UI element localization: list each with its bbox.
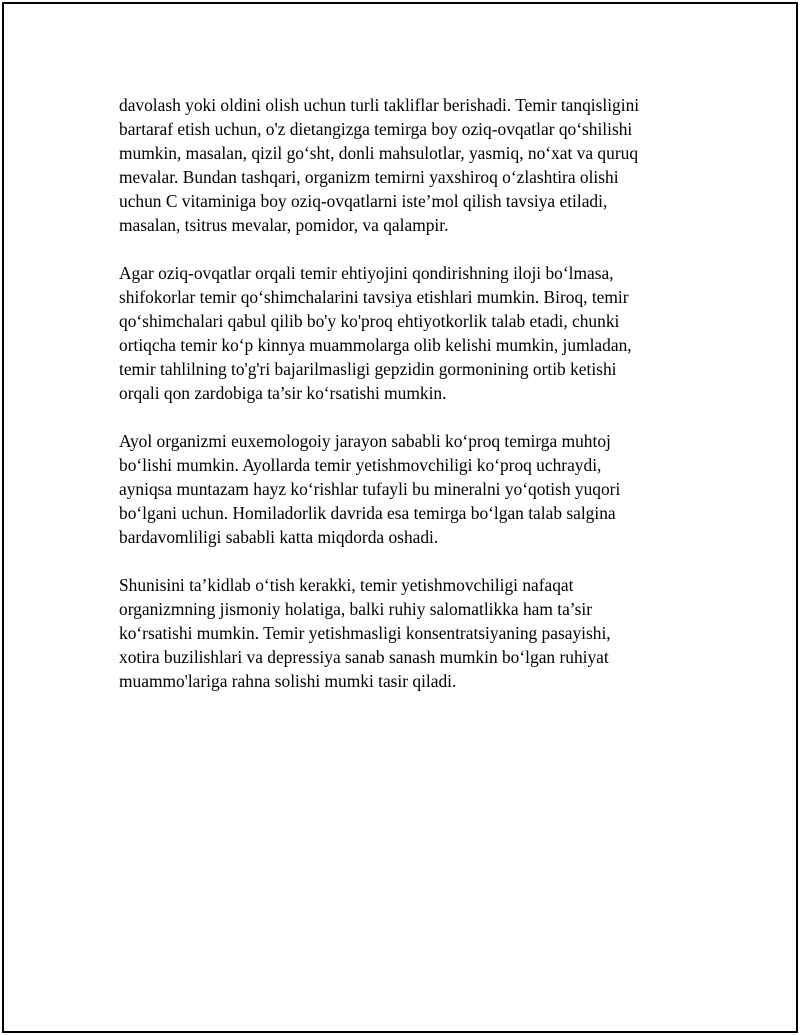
text-line: xotira buzilishlari va depressiya sanab sanash mumkin bo‘lgan ruhiyat — [119, 647, 609, 667]
text-line: ortiqcha temir ko‘p kinnya muammolarga olib kelishi mumkin, jumladan, — [119, 335, 632, 355]
text-line: ayniqsa muntazam hayz ko‘rishlar tufayli bu mineralni yo‘qotish yuqori — [119, 479, 621, 499]
document-body — [119, 93, 699, 717]
text-line: Shunisini ta’kidlab o‘tish kerakki, temir yetishmovchiligi nafaqat — [119, 575, 574, 595]
text-line: bo‘lgani uchun. Homiladorlik davrida esa temirga bo‘lgan talab salgina — [119, 503, 616, 523]
text-line: muammo'lariga rahna solishi mumki tasir qiladi. — [119, 671, 457, 691]
text-line: bartaraf etish uchun, o'z dietangizga temirga boy oziq-ovqatlar qo‘shilishi — [119, 119, 633, 139]
text-line: Agar oziq-ovqatlar orqali temir ehtiyojini qondirishning iloji bo‘lmasa, — [119, 263, 614, 283]
text-line: organizmning jismoniy holatiga, balki ruhiy salomatlikka ham ta’sir — [119, 599, 593, 619]
text-line: bardavomliligi sababli katta miqdorda oshadi. — [119, 527, 439, 547]
text-line: mevalar. Bundan tashqari, organizm temirni yaxshiroq o‘zlashtira olishi — [119, 167, 619, 187]
text-line: orqali qon zardobiga ta’sir ko‘rsatishi mumkin. — [119, 383, 447, 403]
text-line: davolash yoki oldini olish uchun turli takliflar berishadi. Temir tanqisligini — [119, 95, 640, 115]
text-line: masalan, tsitrus mevalar, pomidor, va qalampir. — [119, 215, 449, 235]
text-line: qo‘shimchalari qabul qilib bo'y ko'proq ehtiyotkorlik talab etadi, chunki — [119, 311, 620, 331]
paragraph-2 — [119, 261, 699, 405]
text-line: ko‘rsatishi mumkin. Temir yetishmasligi konsentratsiyaning pasayishi, — [119, 623, 611, 643]
paragraph-1 — [119, 93, 699, 237]
paragraph-3 — [119, 429, 699, 549]
text-line: bo‘lishi mumkin. Ayollarda temir yetishmovchiligi ko‘proq uchraydi, — [119, 455, 602, 475]
text-line: uchun C vitaminiga boy oziq-ovqatlarni iste’mol qilish tavsiya etiladi, — [119, 191, 608, 211]
text-line: mumkin, masalan, qizil go‘sht, donli mahsulotlar, yasmiq, no‘xat va quruq — [119, 143, 639, 163]
text-line: shifokorlar temir qo‘shimchalarini tavsiya etishlari mumkin. Biroq, temir — [119, 287, 629, 307]
text-line: temir tahlilning to'g'ri bajarilmasligi gepzidin gormonining ortib ketishi — [119, 359, 617, 379]
text-line: Ayol organizmi euxemologoiy jarayon sababli ko‘proq temirga muhtoj — [119, 431, 611, 451]
paragraph-4 — [119, 573, 699, 693]
